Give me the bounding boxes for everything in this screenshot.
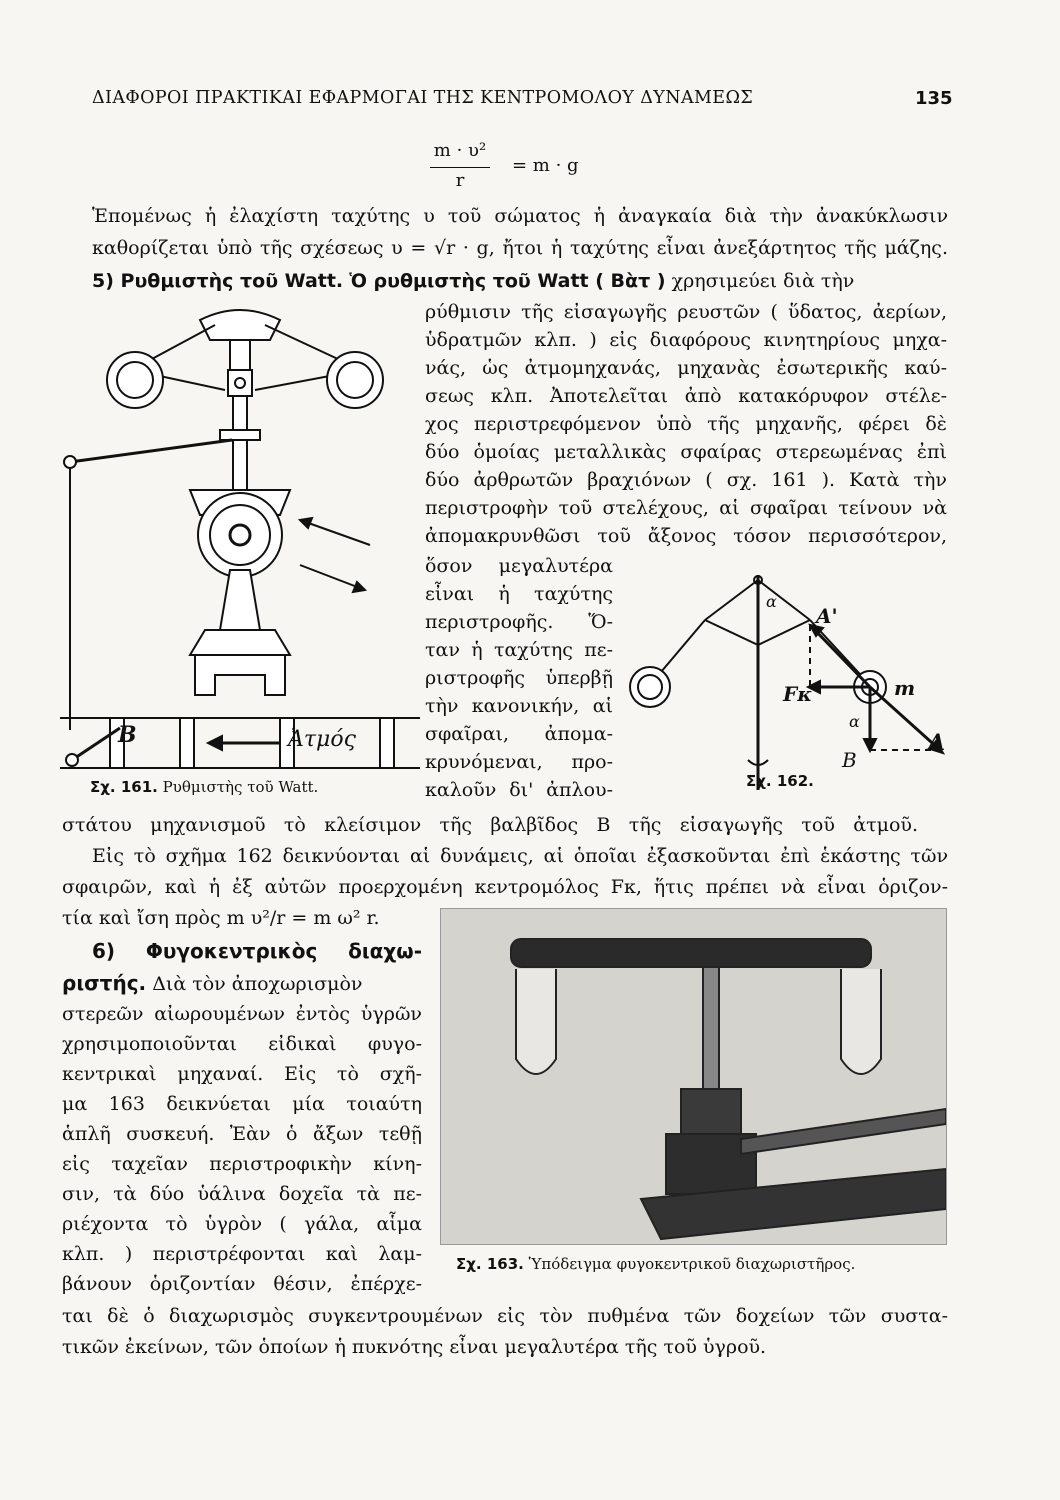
fig161-number: Σχ. 161. xyxy=(90,778,158,796)
s5-narrow-1: ὅσον μεγαλυτέρα xyxy=(425,555,613,577)
s5-narrow-9: καλοῦν δι' ἀπλου- xyxy=(425,779,613,801)
s5-line-6: δύο ὁμοίας μεταλλικὰς σφαίρας στερεωμένας ἐπὶ xyxy=(425,441,947,463)
fig163-title: Ὑπόδειγμα φυγοκεντρικοῦ διαχωριστῆρος. xyxy=(528,1255,856,1273)
page-number: 135 xyxy=(915,88,953,109)
section6-heading-line2 xyxy=(62,970,422,997)
fig162-Fk: Fκ xyxy=(783,682,813,706)
s5-narrow-8: κρυνόμεναι, προ- xyxy=(425,751,613,773)
s5-narrow-7: σφαῖραι, ἀπομα- xyxy=(425,723,613,745)
s6-line-9: κλπ. ) περιστρέφονται καὶ λαμ- xyxy=(62,1243,422,1265)
s5-line-8: περιστροφὴν τοῦ στελέχους, αἱ σφαῖραι τείνουν νὰ xyxy=(425,497,947,519)
s5-after-2: Εἰς τὸ σχῆμα 162 δεικνύονται αἱ δυνάμεις, αἱ ὁποῖαι ἐξασκοῦνται ἐπὶ ἑκάστης τῶν xyxy=(92,845,948,867)
fig162-number: Σχ. 162. xyxy=(746,772,814,790)
fig162-caption xyxy=(746,772,814,790)
fig162-m: m xyxy=(894,676,916,700)
s5-narrow-4: ταν ἡ ταχύτης πε- xyxy=(425,639,613,661)
fig163-caption xyxy=(456,1255,855,1273)
s5-narrow-3: περιστροφῆς. Ὅ- xyxy=(425,611,613,633)
s5-line-4: σεως κλπ. Ἀποτελεῖται ἀπὸ κατακόρυφον στέλε- xyxy=(425,385,947,407)
section5-heading: 5) Ρυθμιστὴς τοῦ Watt. xyxy=(92,270,344,292)
fig162-A: A xyxy=(928,730,946,756)
fig161-valve-label: B xyxy=(118,722,137,748)
section5-first-line xyxy=(92,268,948,294)
s6-line-8: ριέχοντα τὸ ὑγρὸν ( γάλα, αἷμα xyxy=(62,1213,422,1235)
fig162-alpha-bottom: α xyxy=(849,712,860,731)
section6-heading-bold: ριστής. xyxy=(62,971,147,995)
s6-line-3: κεντρικαὶ μηχαναί. Εἰς τὸ σχῆ- xyxy=(62,1063,422,1085)
s6-final-1: ται δὲ ὁ διαχωρισμὸς συγκεντρουμένων εἰς τὸν πυθμένα τῶν δοχείων τῶν συστα- xyxy=(62,1305,948,1327)
s5-line-5: χος περιστρεφόμενον ὑπὸ τῆς μηχανῆς, φέρει δὲ xyxy=(425,413,947,435)
fraction-bar xyxy=(430,167,490,168)
intro-line-1: Ἑπομένως ἡ ἐλαχίστη ταχύτης υ τοῦ σώματος ἡ ἀναγκαία διὰ τὴν ἀνακύκλωσιν xyxy=(92,205,948,227)
s5-after-3: σφαιρῶν, καὶ ἡ ἐξ αὐτῶν προερχομένη κεντρομόλος Fκ, ἥτις πρέπει νὰ εἶναι ὁριζον- xyxy=(62,876,948,898)
s5-line-7: δύο ἀρθρωτῶν βραχιόνων ( σχ. 161 ). Κατὰ τὴν xyxy=(425,469,947,491)
s5-narrow-2: εἶναι ἡ ταχύτης xyxy=(425,583,613,605)
s6-line-7: σιν, τὰ δύο ὑάλινα δοχεῖα τὰ πε- xyxy=(62,1183,422,1205)
figure-163-photo xyxy=(440,908,947,1245)
s5-after-1: στάτου μηχανισμοῦ τὸ κλείσιμον τῆς βαλβῖδος Β τῆς εἰσαγωγῆς τοῦ ἀτμοῦ. xyxy=(62,814,918,836)
figure-161-watt-governor xyxy=(50,300,420,780)
fig162-alpha-top: α xyxy=(766,592,777,611)
running-header: ΔΙΑΦΟΡΟΙ ΠΡΑΚΤΙΚΑΙ ΕΦΑΡΜΟΓΑΙ ΤΗΣ ΚΕΝΤΡΟΜΟΛΟΥ ΔΥΝΑΜΕΩΣ xyxy=(92,88,754,108)
fig163-number: Σχ. 163. xyxy=(456,1255,524,1273)
s6-line-10: βάνουν ὁριζοντίαν θέσιν, ἐπέρχε- xyxy=(62,1273,422,1295)
fig161-title: Ρυθμιστὴς τοῦ Watt. xyxy=(162,778,319,796)
formula-numerator: m · υ² xyxy=(433,140,487,161)
intro-line-2: καθορίζεται ὑπὸ τῆς σχέσεως υ = √r · g, ἤτοι ἡ ταχύτης εἶναι ἀνεξάρτητος τῆς μάζης. xyxy=(92,237,948,259)
s5-narrow-5: ριστροφῆς ὑπερβῇ xyxy=(425,667,613,689)
section6-heading-rest: Διὰ τὸν ἀποχωρισμὸν xyxy=(152,973,363,995)
fig162-A-prime: A' xyxy=(816,604,838,628)
fig161-caption xyxy=(90,778,318,796)
s6-line-2: χρησιμοποιοῦνται εἰδικαὶ φυγο- xyxy=(62,1033,422,1055)
s6-line-6: εἰς ταχεῖαν περιστροφικὴν κίνη- xyxy=(62,1153,422,1175)
fig161-steam-label: Ἀτμός xyxy=(288,727,356,752)
s5-narrow-6: τὴν κανονικήν, αἱ xyxy=(425,695,613,717)
s5-line-9: ἀπομακρυνθῶσι τοῦ ἄξονος τόσον περισσότερον, xyxy=(425,525,947,547)
s5-line-3: νάς, ὡς ἀτμομηχανάς, μηχανὰς ἐσωτερικῆς καύ- xyxy=(425,357,947,379)
s6-line-1: στερεῶν αἰωρουμένων ἐντὸς ὑγρῶν xyxy=(62,1003,422,1025)
centrifuge-illustration xyxy=(441,909,946,1244)
fig162-B: B xyxy=(842,748,857,772)
s5-line-2: ὑδρατμῶν κλπ. ) εἰς διαφόρους κινητηρίους μηχα- xyxy=(425,329,947,351)
formula-denominator: r xyxy=(455,170,465,191)
s6-final-2: τικῶν ἐκείνων, τῶν ὁποίων ἡ πυκνότης εἶναι μεγαλυτέρα τῆς τοῦ ὑγροῦ. xyxy=(62,1336,767,1358)
section5-lead: Ὁ ρυθμιστὴς τοῦ Watt ( Βὰτ ) xyxy=(349,270,666,292)
s6-line-4: μα 163 δεικνύεται μία τοιαύτη xyxy=(62,1093,422,1115)
formula-rhs: = m · g xyxy=(512,155,579,176)
s6-line-5: ἁπλῆ συσκευή. Ἐὰν ὁ ἄξων τεθῇ xyxy=(62,1123,422,1145)
section6-heading-line1: 6) Φυγοκεντρικὸς διαχω- xyxy=(92,939,422,963)
s5-line-1: ρύθμισιν τῆς εἰσαγωγῆς ρευστῶν ( ὕδατος, ἀερίων, xyxy=(425,301,947,323)
section5-first-line-rest: χρησιμεύει διὰ τὴν xyxy=(671,270,855,292)
s5-after-4: τία καὶ ἴση πρὸς m υ²/r = m ω² r. xyxy=(62,907,380,929)
